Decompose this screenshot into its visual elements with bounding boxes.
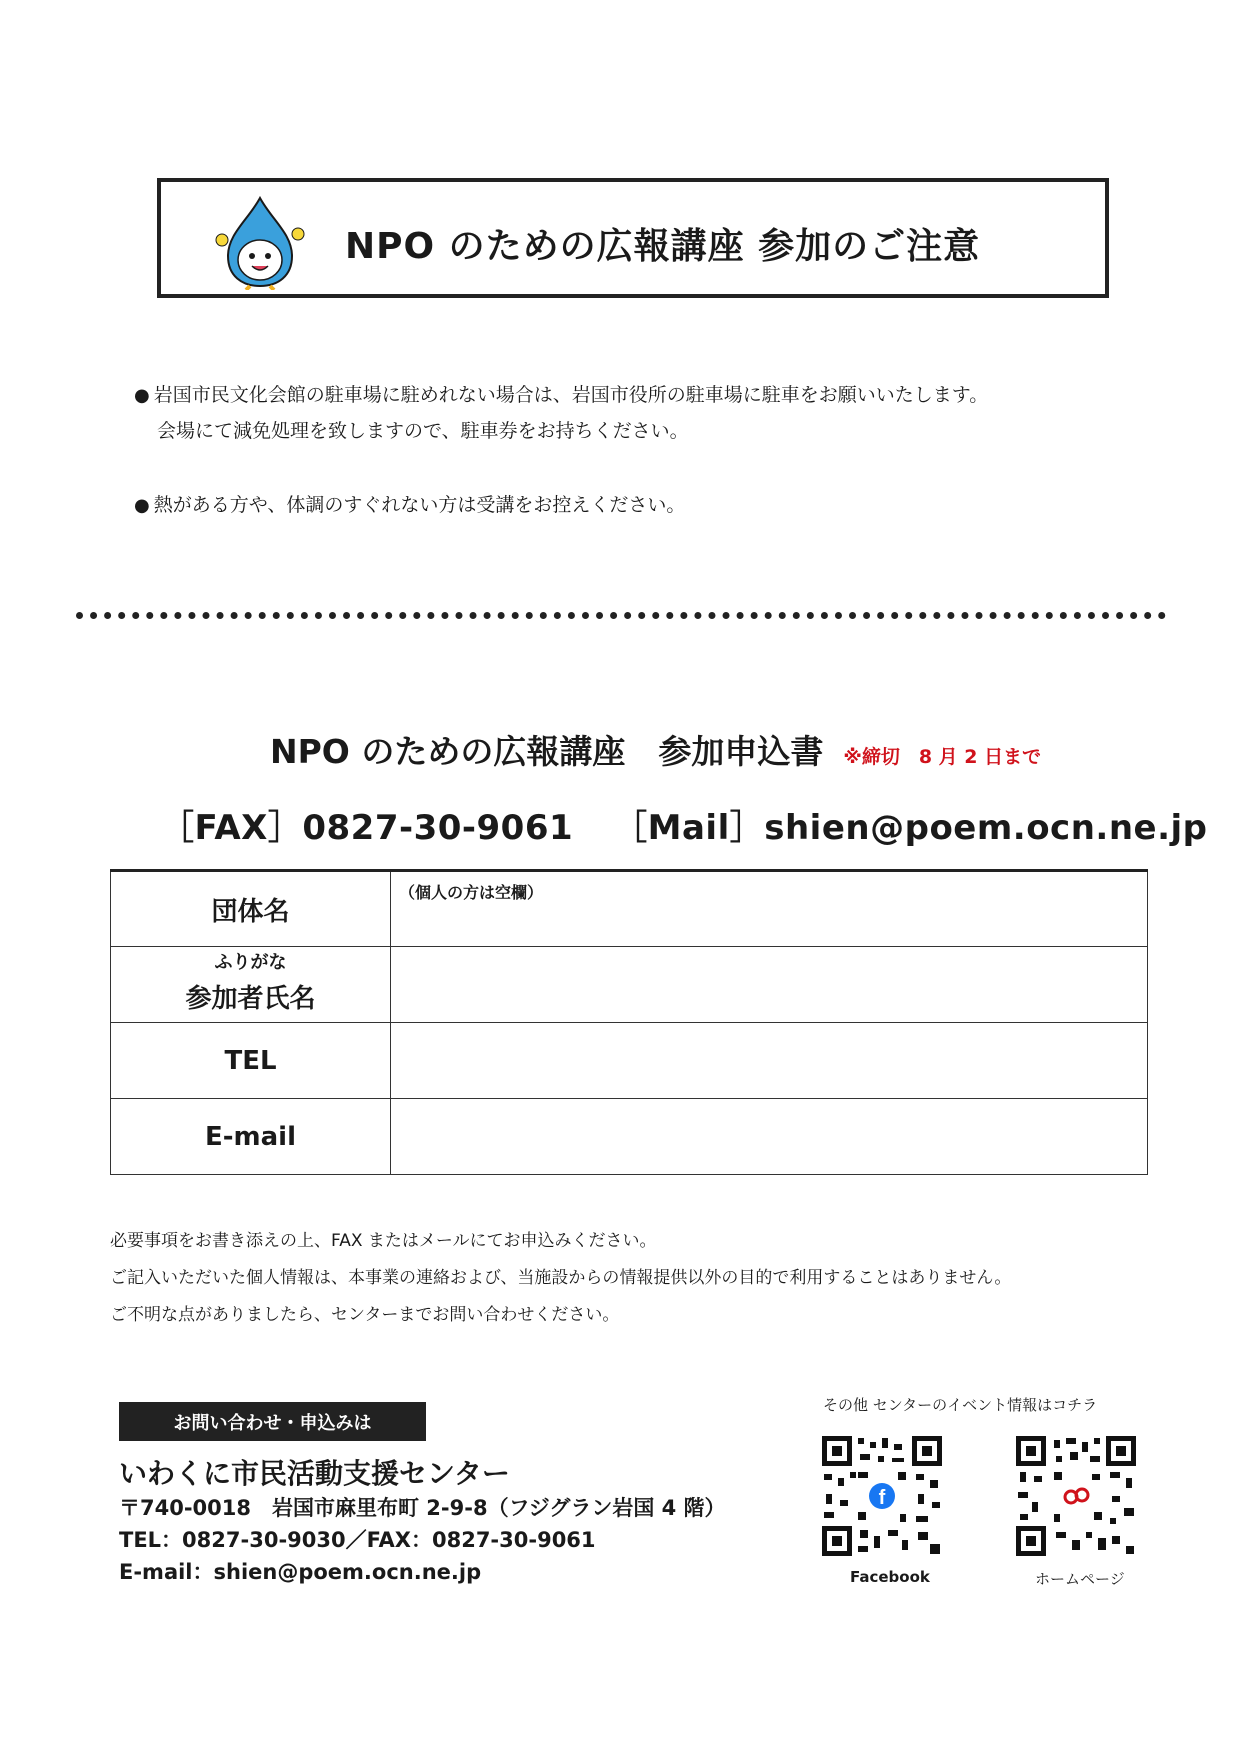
qr-caption: その他 センターのイベント情報はコチラ xyxy=(823,1396,1098,1414)
table-row xyxy=(111,1023,1148,1099)
homepage-label[interactable]: ホームページ xyxy=(1035,1570,1125,1588)
name-field[interactable] xyxy=(391,947,1148,1023)
table-row xyxy=(111,1099,1148,1175)
table-row xyxy=(111,947,1148,1023)
email-label: E-mail xyxy=(111,1099,391,1175)
center-name: いわくに市民活動支援センター xyxy=(119,1457,510,1490)
org-hint: （個人の方は空欄） xyxy=(399,883,544,902)
facebook-label[interactable]: Facebook xyxy=(850,1568,930,1586)
note-parking-text: 岩国市民文化会館の駐車場に駐めれない場合は、岩国市役所の駐車場に駐車をお願いいたします。 xyxy=(153,384,989,406)
name-label: 参加者氏名 xyxy=(185,984,316,1014)
note-parking-continued: 会場にて減免処理を致しますので、駐車券をお持ちください。 xyxy=(157,420,689,442)
note-health-text: 熱がある方や、体調のすぐれない方は受講をお控えください。 xyxy=(153,494,686,516)
footer-instruction: 必要事項をお書き添えの上、FAX またはメールにてお申込みください。 xyxy=(110,1231,657,1251)
tel-field[interactable] xyxy=(391,1023,1148,1099)
inquiry-badge: お問い合わせ・申込みは xyxy=(119,1402,426,1441)
org-label: 団体名 xyxy=(111,871,391,947)
page-title: NPO のための広報講座 参加のご注意 xyxy=(345,226,981,267)
footer-privacy: ご記入いただいた個人情報は、本事業の連絡および、当施設からの情報提供以外の目的で利用することはありません。 xyxy=(110,1268,1012,1288)
name-label-cell xyxy=(111,947,391,1023)
form-title-text: NPO のための広報講座 参加申込書 xyxy=(270,732,824,771)
furigana-label: ふりがな xyxy=(214,952,287,973)
table-row xyxy=(111,871,1148,947)
note-health xyxy=(134,490,685,517)
cut-line-divider xyxy=(76,612,1166,619)
water-drop-mascot-icon xyxy=(210,190,310,290)
footer-inquiry: ご不明な点がありましたら、センターまでお問い合わせください。 xyxy=(110,1305,620,1325)
mail-address: ［Mail］shien@poem.ocn.ne.jp xyxy=(613,808,1208,848)
svg-text:f: f xyxy=(878,1487,886,1509)
note-parking xyxy=(134,380,988,407)
bullet: ● xyxy=(134,385,150,406)
facebook-qr-code[interactable] xyxy=(822,1436,942,1556)
deadline-note: ※締切 8 月 2 日まで xyxy=(843,746,1042,768)
form-title xyxy=(270,726,1041,773)
tel-label: TEL xyxy=(111,1023,391,1099)
center-tel-fax: TEL：0827-30-9030／FAX：0827-30-9061 xyxy=(119,1528,596,1552)
homepage-qr-code[interactable] xyxy=(1016,1436,1136,1556)
bullet: ● xyxy=(134,495,150,516)
fax-number: ［FAX］0827-30-9061 xyxy=(160,808,574,848)
application-form-table xyxy=(110,869,1148,1175)
fax-mail-line xyxy=(160,800,1208,849)
org-field[interactable] xyxy=(391,871,1148,947)
center-email: E-mail：shien@poem.ocn.ne.jp xyxy=(119,1560,482,1584)
email-field[interactable] xyxy=(391,1099,1148,1175)
center-address: 〒740-0018 岩国市麻里布町 2-9-8（フジグラン岩国 4 階） xyxy=(119,1496,726,1520)
